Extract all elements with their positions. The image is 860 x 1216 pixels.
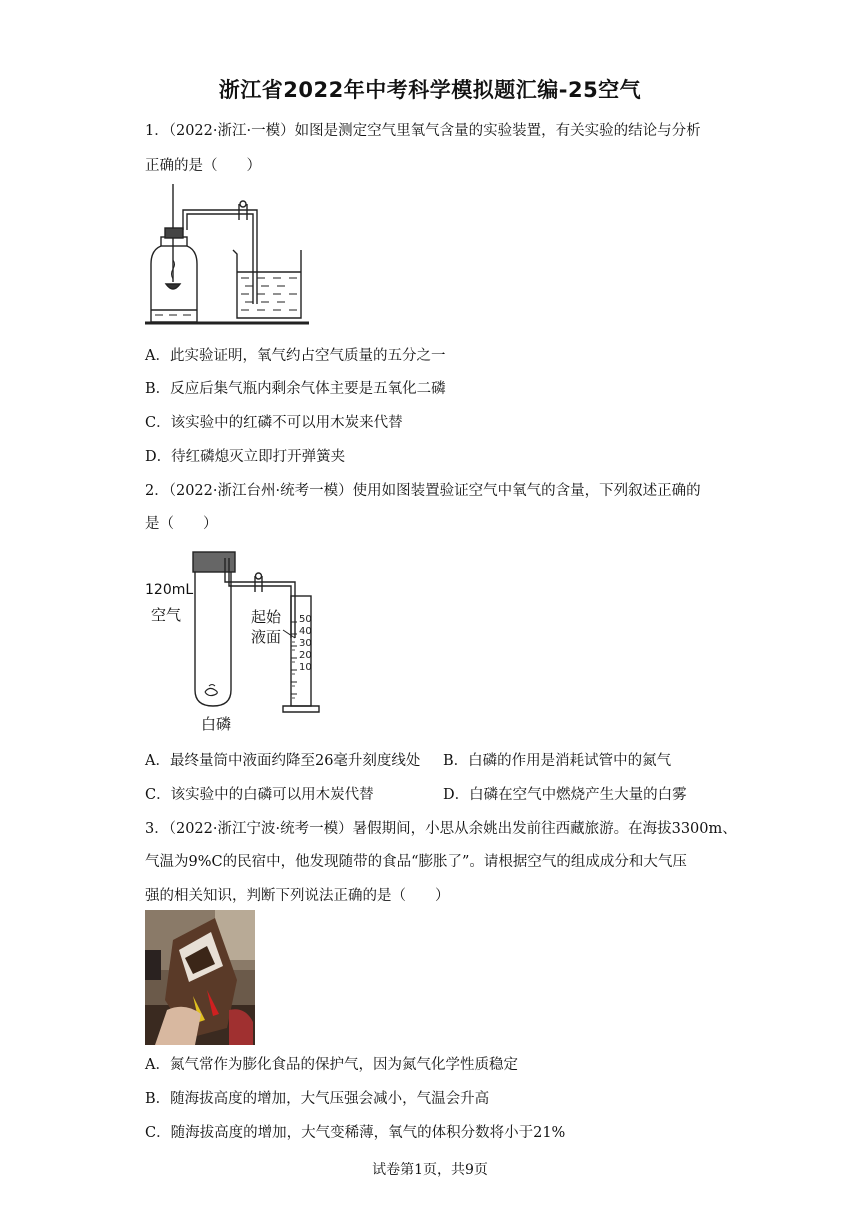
q2-stem-line2: 是（ ） xyxy=(145,516,218,532)
q2-option-b: B．白磷的作用是消耗试管中的氮气 xyxy=(443,753,672,769)
scale-tick-10: 10 xyxy=(299,662,312,673)
figure-label-start-level-2: 液面 xyxy=(251,628,282,646)
figure-label-phosphorus: 白磷 xyxy=(201,715,232,733)
q2-option-a: A．最终量筒中液面约降至26毫升刻度线处 xyxy=(145,753,421,769)
q1-stem-line1: 1．（2022·浙江·一模）如图是测定空气里氧气含量的实验装置，有关实验的结论与分析 xyxy=(145,123,701,139)
q3-stem-line1: 3．（2022·浙江宁波·统考一模）暑假期间，小思从余姚出发前往西藏旅游。在海拔3300m、 xyxy=(145,821,737,837)
q3-option-b: B．随海拔高度的增加，大气压强会减小，气温会升高 xyxy=(145,1091,490,1107)
page-title: 浙江省2022年中考科学模拟题汇编-25空气 xyxy=(218,78,642,102)
q2-option-c: C．该实验中的白磷可以用木炭代替 xyxy=(145,787,374,803)
q3-snack-bag-photo xyxy=(145,910,255,1045)
q3-option-a: A．氮气常作为膨化食品的保护气，因为氮气化学性质稳定 xyxy=(145,1057,518,1073)
figure-label-volume: 120mL xyxy=(145,582,194,598)
q1-option-d: D．待红磷熄灭立即打开弹簧夹 xyxy=(145,449,346,465)
scale-tick-30: 30 xyxy=(299,638,312,649)
q1-option-b: B．反应后集气瓶内剩余气体主要是五氧化二磷 xyxy=(145,381,446,397)
q1-apparatus-figure xyxy=(145,184,315,326)
scale-tick-40: 40 xyxy=(299,626,312,637)
q1-option-c: C．该实验中的红磷不可以用木炭来代替 xyxy=(145,415,403,431)
q2-option-d: D．白磷在空气中燃烧产生大量的白雾 xyxy=(443,787,687,803)
q2-stem-line1: 2．（2022·浙江台州·统考一模）使用如图装置验证空气中氧气的含量，下列叙述正确的 xyxy=(145,483,701,499)
figure-label-gas: 空气 xyxy=(151,606,182,624)
figure-label-start-level-1: 起始 xyxy=(251,608,282,626)
q1-option-a: A．此实验证明，氧气约占空气质量的五分之一 xyxy=(145,348,446,364)
q3-stem-line3: 强的相关知识，判断下列说法正确的是（ ） xyxy=(145,888,450,904)
page-footer: 试卷第1页，共9页 xyxy=(372,1162,488,1178)
q1-stem-line2: 正确的是（ ） xyxy=(145,158,261,174)
q3-option-c: C．随海拔高度的增加，大气变稀薄，氧气的体积分数将小于21% xyxy=(145,1125,566,1141)
q3-stem-line2: 气温为9%C的民宿中，他发现随带的食品“膨胀了”。请根据空气的组成成分和大气压 xyxy=(145,854,687,870)
q2-apparatus-figure xyxy=(145,550,325,735)
scale-tick-20: 20 xyxy=(299,650,312,661)
scale-tick-50: 50 xyxy=(299,614,312,625)
